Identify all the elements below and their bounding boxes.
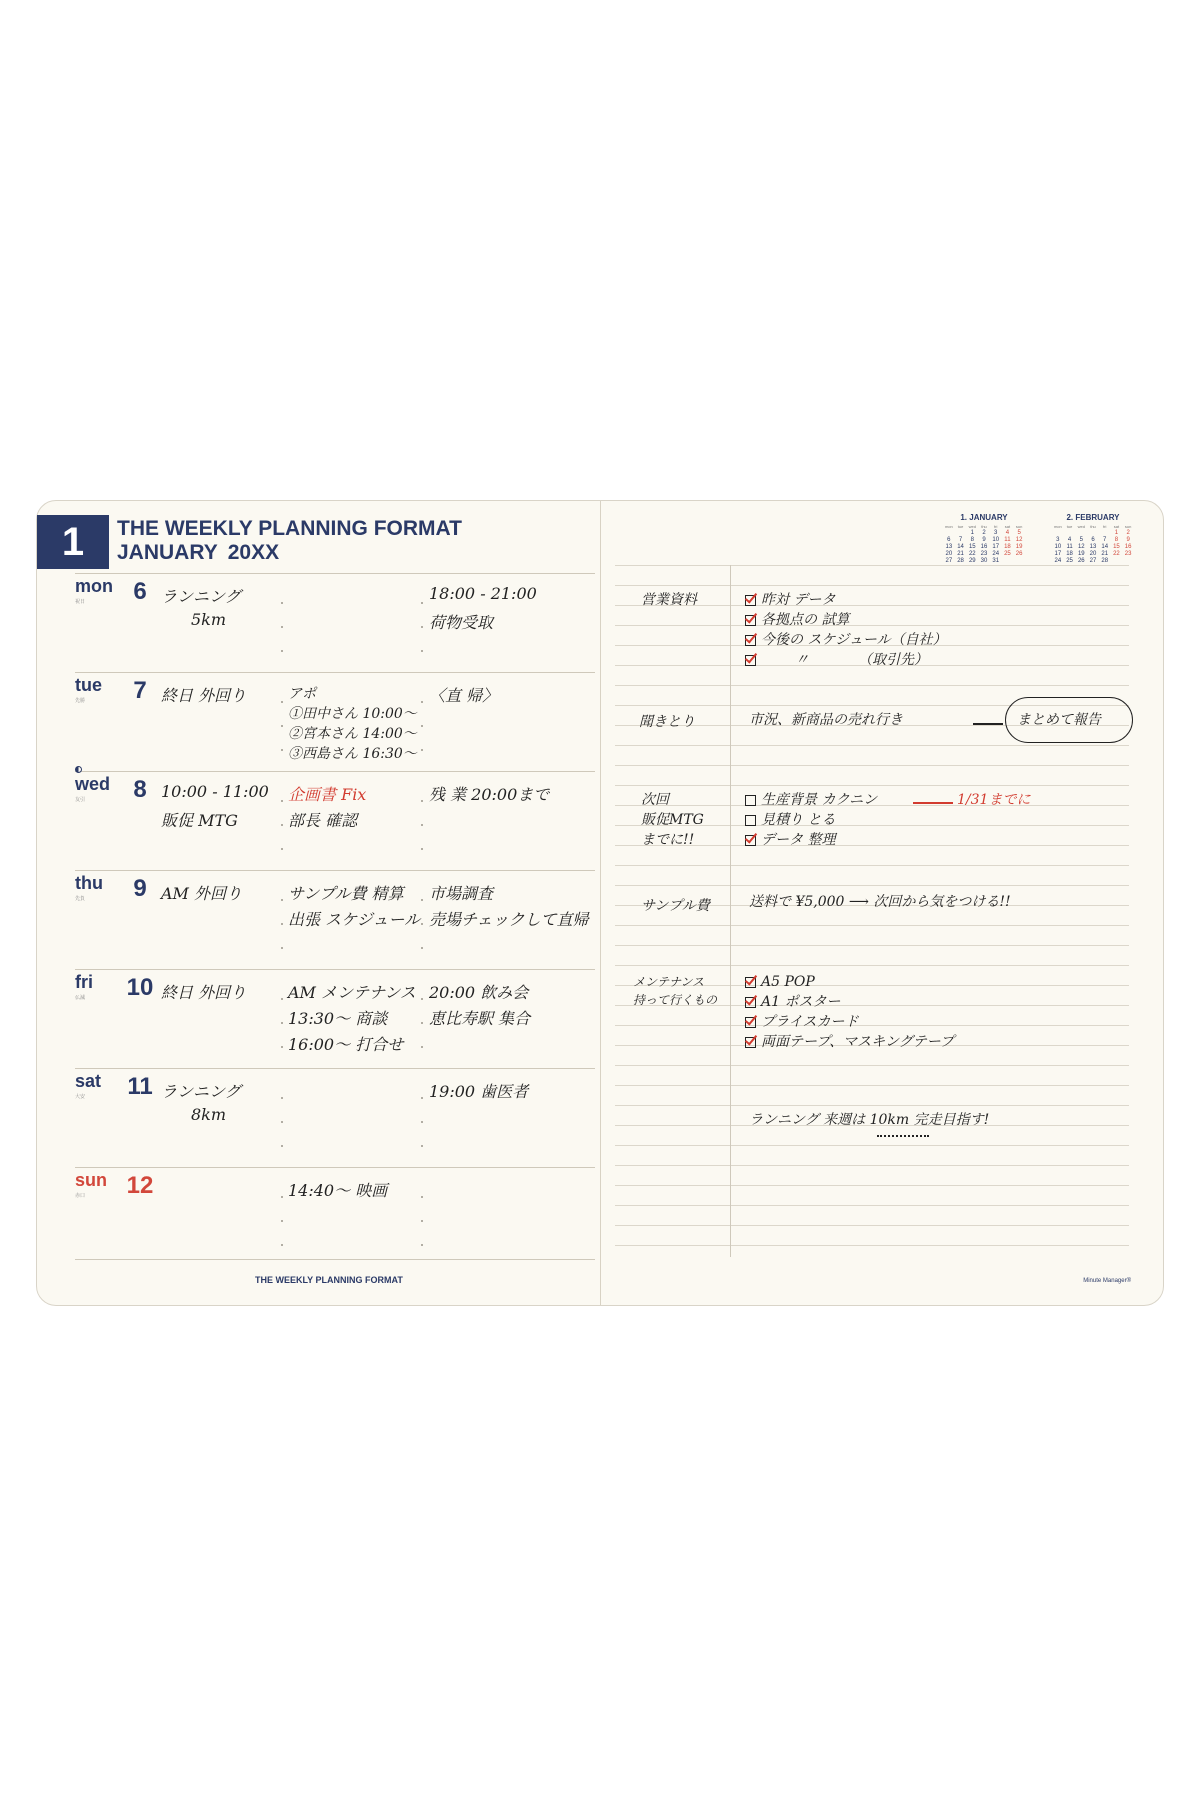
note-item: プライスカード — [761, 1014, 859, 1030]
column-dot — [421, 800, 423, 802]
note-label-maint-2: 持って行くもの — [633, 993, 718, 1007]
mini-calendar-title: 1. JANUARY — [960, 513, 1008, 522]
day-number: 9 — [133, 875, 147, 902]
mini-calendar-january — [943, 513, 1025, 565]
mini-calendar-date: 25 — [1004, 551, 1011, 557]
handwritten-entry: 19:00 歯医者 — [429, 1082, 529, 1101]
month-heading — [117, 541, 279, 565]
mini-calendar-date: 25 — [1066, 558, 1073, 564]
mini-calendar-date — [1122, 558, 1134, 565]
handwritten-entry: 市場調査 — [429, 884, 494, 903]
column-dot — [421, 1145, 423, 1147]
column-dot — [281, 725, 283, 727]
ruled-line — [615, 885, 1129, 886]
mini-calendar-date: 15 — [968, 544, 976, 550]
day-name: mon — [75, 576, 113, 596]
column-dot — [421, 602, 423, 604]
day-row-thu — [75, 870, 595, 969]
day-rokuyo: 赤口 — [75, 1193, 86, 1199]
day-number: 6 — [133, 578, 147, 605]
ruled-line — [615, 1185, 1129, 1186]
note-label-mtg-1: 次回 — [641, 792, 669, 808]
mini-calendar-date — [1111, 558, 1123, 565]
handwritten-entry: ランニング — [161, 1082, 241, 1101]
note-hearing-report: まとめて報告 — [1017, 712, 1101, 728]
handwritten-entry: 残 業 20:00まで — [429, 785, 550, 804]
note-label-hearing: 聞きとり — [639, 714, 695, 730]
mini-calendar-date: 30 — [980, 558, 988, 564]
red-arrow-icon — [913, 802, 953, 804]
column-dot — [421, 1196, 423, 1198]
day-name: tue — [75, 675, 102, 695]
column-dot — [421, 824, 423, 826]
column-dot — [281, 923, 283, 925]
mini-calendar-date: 11 — [1004, 537, 1011, 543]
mini-calendar-grid — [943, 523, 1025, 565]
column-dot — [421, 1097, 423, 1099]
mini-calendar-weekday: mon — [944, 524, 953, 529]
mini-calendar-date: 14 — [1101, 544, 1109, 550]
handwritten-entry: AM メンテナンス — [288, 983, 416, 1002]
mini-calendar-date: 4 — [1067, 537, 1072, 543]
mini-calendar-date: 20 — [1089, 551, 1097, 557]
mini-calendar-date: 22 — [968, 551, 976, 557]
ruled-line — [615, 865, 1129, 866]
ruled-line — [615, 585, 1129, 586]
checkbox-icon[interactable] — [745, 815, 756, 826]
handwritten-entry: アポ — [288, 686, 316, 702]
handwritten-entry: 売場チェックして直帰 — [429, 910, 589, 929]
checkbox-icon[interactable] — [745, 997, 756, 1008]
note-mtg-deadline: 1/31までに — [957, 792, 1031, 808]
column-dot — [281, 626, 283, 628]
day-name: fri — [75, 972, 93, 992]
column-dot — [281, 650, 283, 652]
column-dot — [281, 602, 283, 604]
mini-calendar-date: 1 — [970, 530, 974, 536]
day-name: sat — [75, 1071, 102, 1091]
mini-calendar-weekday: sat — [1004, 524, 1011, 529]
mini-calendar-date: 12 — [1015, 537, 1023, 543]
column-dot — [421, 725, 423, 727]
mini-calendar-date: 5 — [1017, 530, 1021, 536]
note-item: 〃 （取引先） — [795, 652, 928, 668]
handwritten-entry: 終日 外回り — [161, 983, 247, 1002]
column-dot — [421, 1220, 423, 1222]
day-rokuyo: 祝日 — [75, 599, 86, 605]
day-rokuyo: 友引 — [75, 797, 86, 803]
mini-calendar-date: 21 — [957, 551, 964, 557]
handwritten-entry: 〈直 帰〉 — [429, 686, 499, 705]
checkbox-icon[interactable] — [745, 977, 756, 988]
mini-calendar-date: 20 — [945, 551, 953, 557]
column-dot — [281, 1046, 283, 1048]
ruled-line — [615, 765, 1129, 766]
day-rokuyo: 大安 — [75, 1094, 86, 1100]
column-dot — [421, 626, 423, 628]
column-dot — [421, 650, 423, 652]
handwritten-entry: 恵比寿駅 集合 — [429, 1009, 531, 1028]
mini-calendar-date: 5 — [1079, 537, 1083, 543]
day-name: sun — [75, 1170, 108, 1190]
planner-spread — [36, 500, 1164, 1306]
mini-calendar-weekday: sun — [1124, 524, 1132, 529]
handwritten-entry: 販促 MTG — [161, 811, 238, 830]
page-title: THE WEEKLY PLANNING FORMAT — [117, 517, 462, 540]
mini-calendar-weekday: tue — [1066, 524, 1073, 529]
checkbox-icon[interactable] — [745, 615, 756, 626]
mini-calendar-weekday: thu — [981, 524, 987, 529]
ruled-line — [615, 1065, 1129, 1066]
mini-calendar-date: 26 — [1077, 558, 1085, 564]
mini-calendar-date — [1087, 530, 1099, 537]
mini-calendar-date: 19 — [1015, 544, 1023, 550]
checkbox-icon[interactable] — [745, 595, 756, 606]
note-running-goal: ランニング 来週は 10km 完走目指す! — [749, 1112, 990, 1128]
mini-calendar-date: 18 — [1004, 544, 1011, 550]
day-rokuyo: 先勝 — [75, 698, 86, 704]
handwritten-entry: 10:00 - 11:00 — [161, 782, 269, 801]
column-dot — [421, 923, 423, 925]
mini-calendar-date: 26 — [1015, 551, 1023, 557]
ruled-line — [615, 1105, 1129, 1106]
footer-rule — [75, 1259, 595, 1260]
note-label-maint-1: メンテナンス — [633, 975, 705, 989]
column-dot — [281, 947, 283, 949]
mini-calendar-date: 4 — [1005, 530, 1010, 536]
column-dot — [281, 1220, 283, 1222]
note-item: 今後の スケジュール（自社） — [761, 632, 947, 648]
mini-calendar-date: 22 — [1113, 551, 1120, 557]
handwritten-entry: 13:30〜 商談 — [288, 1009, 388, 1028]
ruled-line — [615, 565, 1129, 566]
mini-calendar-date: 9 — [982, 537, 986, 543]
mini-calendar-date: 24 — [992, 551, 1000, 557]
note-hearing-text: 市況、新商品の売れ行き — [749, 712, 903, 728]
column-dot — [421, 848, 423, 850]
column-dot — [421, 1046, 423, 1048]
mini-calendar-date: 23 — [1124, 551, 1132, 557]
column-dot — [421, 749, 423, 751]
handwritten-entry: 出張 スケジュール — [288, 910, 421, 929]
day-row-sat — [75, 1068, 595, 1167]
note-item: 各拠点の 試算 — [761, 612, 850, 628]
mini-calendar-date: 16 — [980, 544, 988, 550]
mini-calendar-weekday: fri — [1103, 524, 1107, 529]
checkbox-icon[interactable] — [745, 835, 756, 846]
mini-calendar-date: 2 — [1126, 530, 1130, 536]
note-item: 両面テープ、マスキングテープ — [761, 1034, 955, 1050]
wavy-underline — [877, 1131, 929, 1137]
column-dot — [421, 947, 423, 949]
mini-calendar-weekday: fri — [994, 524, 998, 529]
day-row-mon — [75, 573, 595, 672]
mini-calendar-date — [1064, 530, 1076, 537]
mini-calendar-weekday: tue — [957, 524, 964, 529]
note-label-sales: 営業資料 — [641, 592, 697, 608]
mini-calendar-date — [943, 530, 955, 537]
note-item: 見積り とる — [761, 812, 836, 828]
column-dot — [421, 998, 423, 1000]
column-dot — [421, 1121, 423, 1123]
mini-calendar-date — [1099, 530, 1111, 537]
mini-calendar-grid — [1052, 523, 1134, 565]
mini-calendar-weekday: wed — [1077, 524, 1085, 529]
mini-calendar-title: 2. FEBRUARY — [1066, 513, 1120, 522]
column-dot — [421, 701, 423, 703]
mini-calendar-february — [1052, 513, 1134, 565]
year-label: 20XX — [227, 541, 280, 564]
arrow-icon — [973, 723, 1003, 725]
mini-calendar-weekday: wed — [968, 524, 976, 529]
mini-calendar-date: 31 — [992, 558, 1000, 564]
mini-calendar-date: 13 — [1089, 544, 1097, 550]
handwritten-entry: AM 外回り — [161, 884, 243, 903]
handwritten-entry: 企画書 Fix — [288, 785, 367, 804]
column-dot — [281, 848, 283, 850]
mini-calendar-date: 10 — [992, 537, 1000, 543]
handwritten-entry: 荷物受取 — [429, 613, 494, 632]
column-dot — [281, 1022, 283, 1024]
checkbox-icon[interactable] — [745, 635, 756, 646]
mini-calendar-date: 8 — [970, 537, 974, 543]
day-number: 12 — [126, 1172, 154, 1199]
mini-calendar-date: 23 — [980, 551, 988, 557]
handwritten-entry: 部長 確認 — [288, 811, 358, 830]
day-row-sun — [75, 1167, 595, 1266]
ruled-line — [615, 965, 1129, 966]
column-dot — [281, 749, 283, 751]
ruled-line — [615, 1225, 1129, 1226]
ruled-line — [615, 745, 1129, 746]
column-dot — [281, 1196, 283, 1198]
mini-calendar-date: 28 — [1101, 558, 1109, 564]
note-item: A1 ポスター — [761, 994, 841, 1010]
mini-calendar-date: 27 — [1089, 558, 1097, 564]
day-number: 7 — [133, 677, 147, 704]
mini-calendar-date: 7 — [1103, 537, 1107, 543]
handwritten-entry: 16:00〜 打合せ — [288, 1035, 404, 1054]
mini-calendar-date: 15 — [1113, 544, 1120, 550]
mini-calendar-date: 1 — [1114, 530, 1119, 536]
ruled-line — [615, 1205, 1129, 1206]
mini-calendar-weekday: sun — [1015, 524, 1023, 529]
checkbox-icon[interactable] — [745, 795, 756, 806]
mini-calendar-date: 18 — [1066, 551, 1073, 557]
mini-calendar-date — [1075, 530, 1087, 537]
ruled-line — [615, 1025, 1129, 1026]
mini-calendar-date: 17 — [992, 544, 1000, 550]
moon-phase-icon — [75, 766, 82, 773]
mini-calendar-date — [955, 530, 967, 537]
column-dot — [421, 1244, 423, 1246]
handwritten-entry: 終日 外回り — [161, 686, 247, 705]
mini-calendar-date: 24 — [1054, 558, 1062, 564]
handwritten-entry: 8km — [191, 1105, 227, 1124]
week-number-badge: 1 — [37, 515, 109, 569]
mini-calendar-weekday: sat — [1113, 524, 1120, 529]
column-dot — [281, 1121, 283, 1123]
day-name: wed — [75, 774, 111, 794]
mini-calendar-date: 2 — [982, 530, 986, 536]
mini-calendar-date: 19 — [1077, 551, 1085, 557]
ruled-line — [615, 1165, 1129, 1166]
note-item: A5 POP — [761, 974, 815, 990]
mini-calendar-date: 29 — [968, 558, 976, 564]
handwritten-entry: サンプル費 精算 — [288, 884, 404, 903]
day-number: 8 — [133, 776, 147, 803]
note-item: 生産背景 カクニン — [761, 792, 878, 808]
handwritten-entry: 20:00 飲み会 — [429, 983, 529, 1002]
mini-calendar-date: 14 — [957, 544, 964, 550]
handwritten-entry: ①田中さん 10:00〜 — [288, 706, 417, 722]
mini-calendar-date: 27 — [945, 558, 953, 564]
ruled-line — [615, 1145, 1129, 1146]
column-dot — [421, 1022, 423, 1024]
column-dot — [281, 998, 283, 1000]
handwritten-entry: 5km — [191, 610, 227, 629]
column-dot — [281, 1097, 283, 1099]
footer-brand: Minute Manager® — [1083, 1278, 1131, 1284]
ruled-line — [615, 1245, 1129, 1246]
mini-calendar-date — [1013, 558, 1025, 565]
note-label-sample: サンプル費 — [641, 898, 710, 914]
ruled-line — [615, 685, 1129, 686]
mini-calendar-date: 3 — [994, 530, 998, 536]
page-spine — [600, 501, 601, 1305]
day-rokuyo: 先負 — [75, 896, 86, 902]
column-dot — [281, 1145, 283, 1147]
footer-title: THE WEEKLY PLANNING FORMAT — [255, 1275, 403, 1285]
mini-calendar-date: 6 — [947, 537, 951, 543]
ruled-line — [615, 945, 1129, 946]
mini-calendar-date: 28 — [957, 558, 964, 564]
column-dot — [281, 899, 283, 901]
column-dot — [281, 1244, 283, 1246]
mini-calendar-date: 11 — [1066, 544, 1073, 550]
column-dot — [421, 899, 423, 901]
ruled-line — [615, 625, 1129, 626]
mini-calendar-date: 17 — [1054, 551, 1062, 557]
handwritten-entry: 14:40〜 映画 — [288, 1181, 388, 1200]
note-label-mtg-2: 販促MTG — [641, 812, 704, 828]
mini-calendar-weekday: mon — [1053, 524, 1062, 529]
day-number: 11 — [127, 1073, 153, 1100]
mini-calendar-date: 8 — [1114, 537, 1119, 543]
note-item: 昨対 データ — [761, 592, 836, 608]
note-label-mtg-3: までに!! — [641, 832, 695, 848]
mini-calendar-date: 9 — [1126, 537, 1130, 543]
day-row-wed — [75, 771, 595, 870]
column-dot — [281, 701, 283, 703]
mini-calendar-date: 10 — [1054, 544, 1062, 550]
handwritten-entry: 18:00 - 21:00 — [429, 584, 537, 603]
handwritten-entry: ランニング — [161, 587, 241, 606]
column-dot — [281, 800, 283, 802]
mini-calendar-date: 16 — [1124, 544, 1132, 550]
checkbox-icon[interactable] — [745, 655, 756, 666]
notes-column-divider — [730, 565, 731, 1257]
mini-calendar-date: 13 — [945, 544, 953, 550]
mini-calendar-date: 21 — [1101, 551, 1109, 557]
note-sample-text: 送料で ¥5,000 ⟶ 次回から気をつける!! — [749, 894, 1011, 910]
mini-calendar-weekday: thu — [1090, 524, 1096, 529]
ruled-line — [615, 785, 1129, 786]
checkbox-icon[interactable] — [745, 1037, 756, 1048]
note-item: データ 整理 — [761, 832, 836, 848]
month-label: JANUARY — [117, 541, 218, 564]
ruled-line — [615, 1085, 1129, 1086]
day-rokuyo: 仏滅 — [75, 995, 86, 1001]
handwritten-entry: ②宮本さん 14:00〜 — [288, 726, 417, 742]
mini-calendar-date — [1002, 558, 1014, 565]
mini-calendar-date: 12 — [1077, 544, 1085, 550]
day-row-tue — [75, 672, 595, 771]
mini-calendar-date — [1052, 530, 1064, 537]
mini-calendar-date: 3 — [1056, 537, 1060, 543]
day-name: thu — [75, 873, 103, 893]
ruled-line — [615, 925, 1129, 926]
mini-calendar-date: 7 — [958, 537, 963, 543]
mini-calendar-date: 6 — [1091, 537, 1095, 543]
day-number: 10 — [126, 974, 154, 1001]
handwritten-entry: ③西島さん 16:30〜 — [288, 746, 417, 762]
day-row-fri — [75, 969, 595, 1068]
checkbox-icon[interactable] — [745, 1017, 756, 1028]
column-dot — [281, 824, 283, 826]
